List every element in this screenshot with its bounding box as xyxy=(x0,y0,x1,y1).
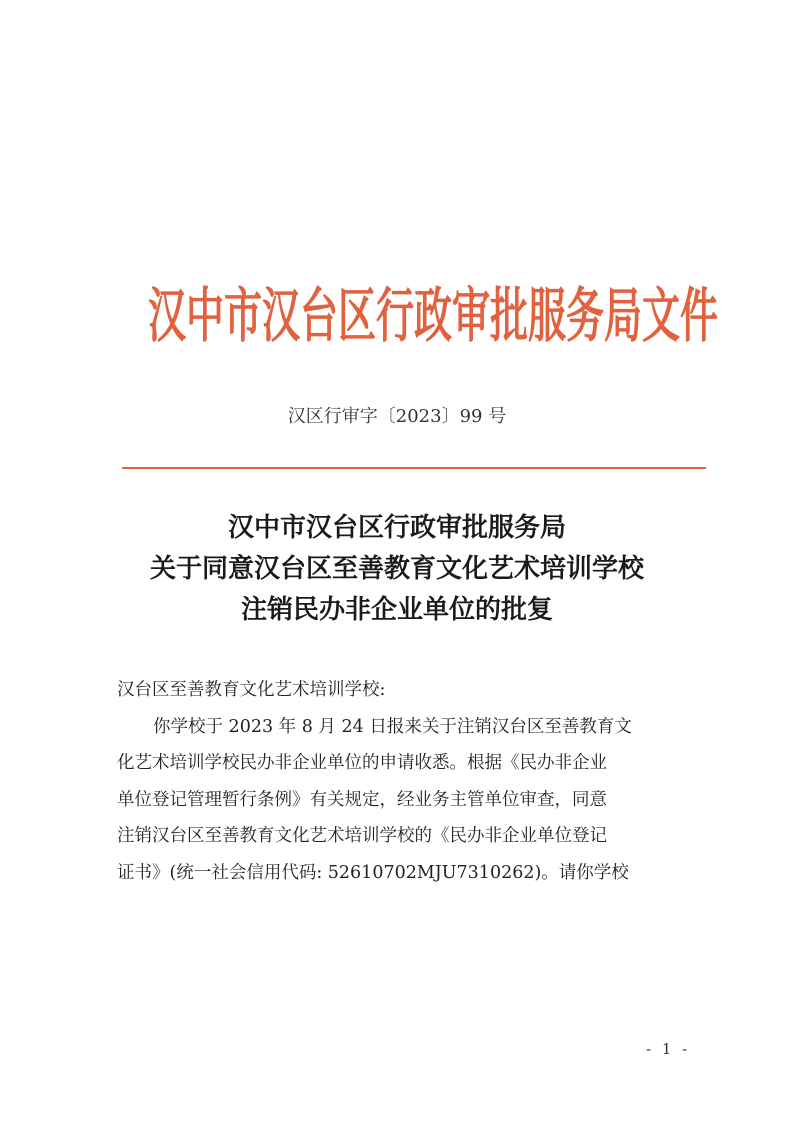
paragraph-line: 你学校于 2023 年 8 月 24 日报来关于注销汉台区至善教育文 xyxy=(153,716,632,737)
title-line: 关于同意汉台区至善教育文化艺术培训学校 xyxy=(149,554,644,584)
paragraph-line: 化艺术培训学校民办非企业单位的申请收悉。根据《民办非企业 xyxy=(117,753,607,774)
paragraph-line: 单位登记管理暂行条例》有关规定，经业务主管单位审查，同意 xyxy=(117,789,607,810)
body-text xyxy=(117,672,702,892)
document-number: 汉区行审字〔2023〕99 号 xyxy=(287,406,507,427)
red-divider-rule xyxy=(122,467,706,469)
paragraph-line: 证书》(统一社会信用代码: 52610702MJU7310262)。请你学校 xyxy=(117,862,629,883)
title-line: 注销民办非企业单位的批复 xyxy=(240,595,553,625)
paragraph-line: 注销汉台区至善教育文化艺术培训学校的《民办非企业单位登记 xyxy=(117,826,607,847)
header-title: 汉中市汉台区行政审批服务局文件 xyxy=(148,280,719,351)
document-title xyxy=(0,508,794,631)
page-number: - 1 - xyxy=(646,1040,691,1058)
salutation: 汉台区至善教育文化艺术培训学校: xyxy=(117,680,386,700)
title-line: 汉中市汉台区行政审批服务局 xyxy=(227,513,566,543)
